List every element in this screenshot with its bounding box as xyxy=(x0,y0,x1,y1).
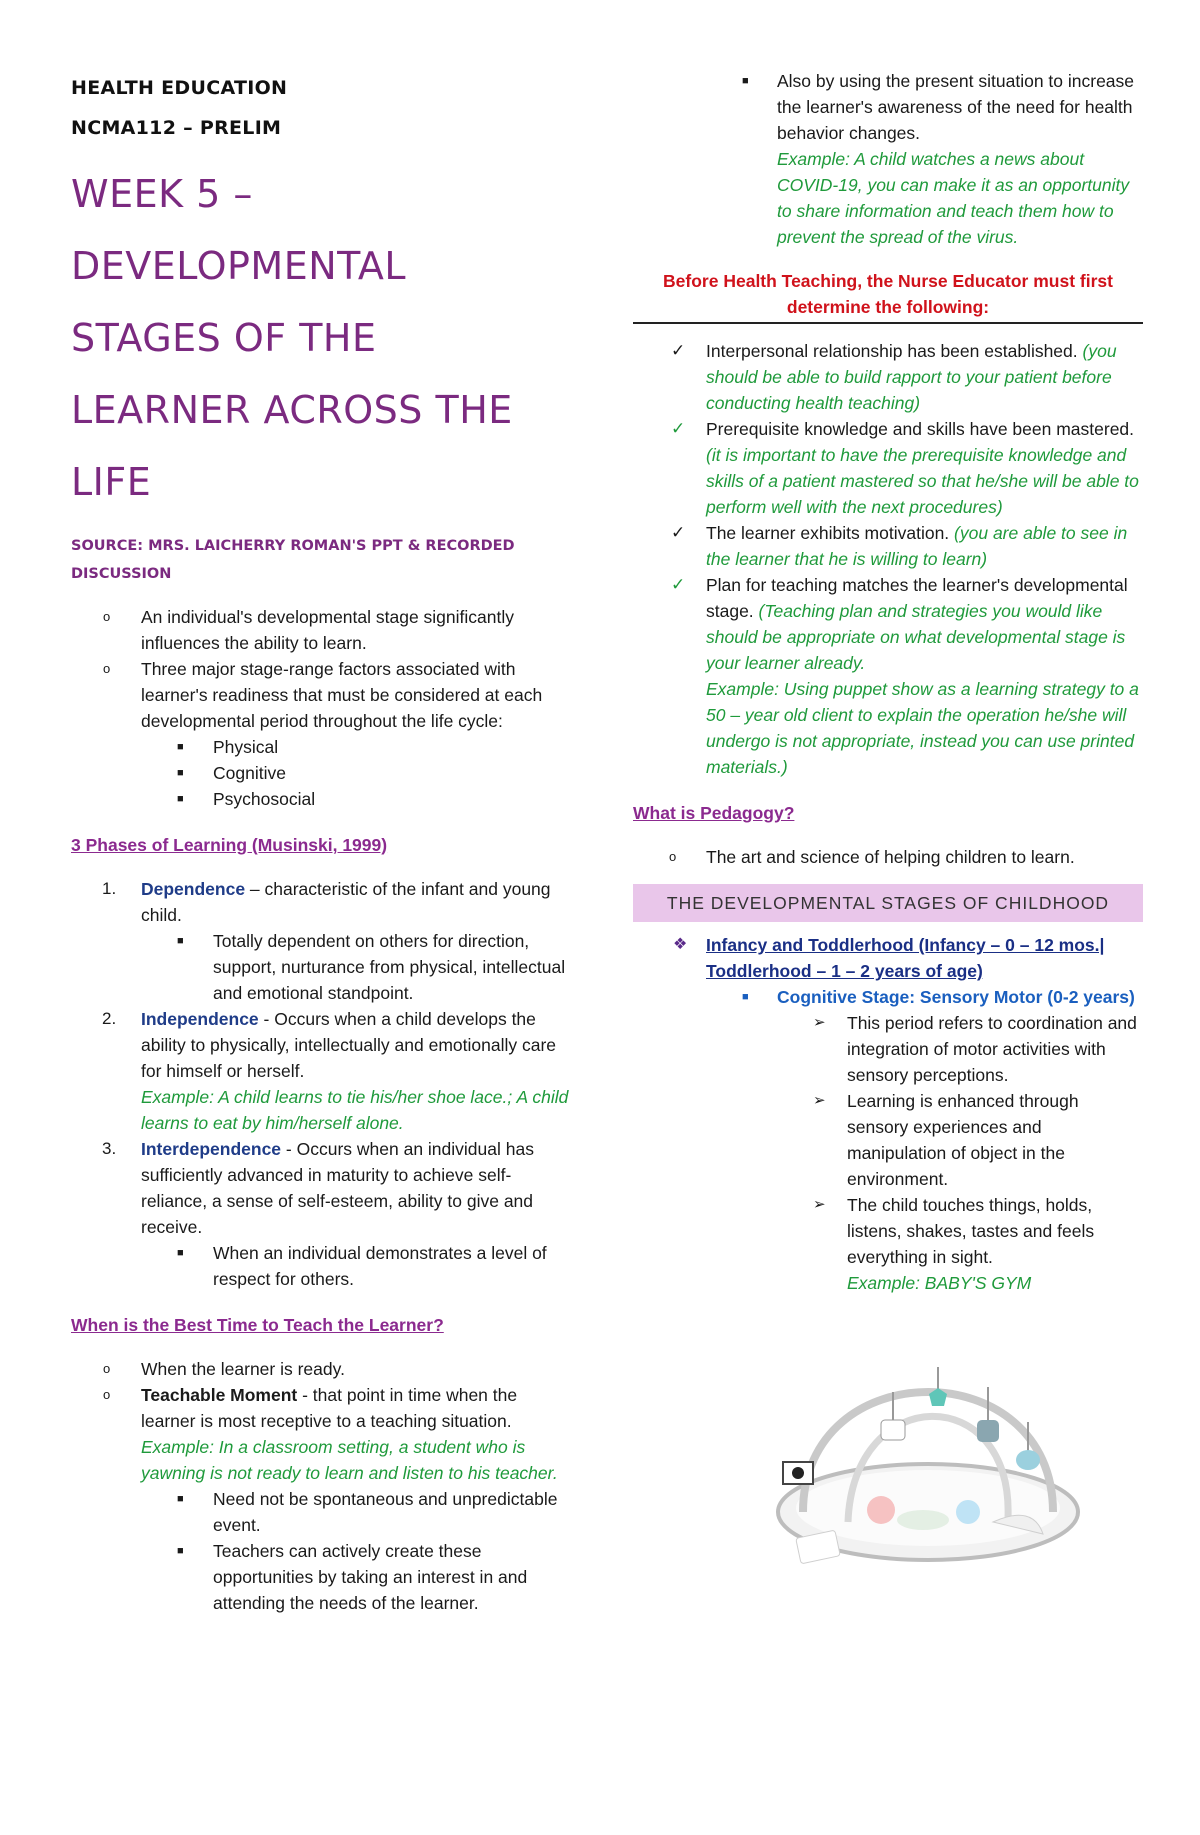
square-bullet-icon: ■ xyxy=(177,793,184,805)
stages-banner: THE DEVELOPMENTAL STAGES OF CHILDHOOD xyxy=(633,884,1143,922)
phase-example: Example: A child learns to tie his/her shoe lace.; A child learns to eat by him/herself alone. xyxy=(141,1087,569,1133)
list-item xyxy=(633,1010,1143,1088)
source-line: DISCUSSION xyxy=(71,566,172,582)
infancy-heading: Infancy and Toddlerhood (Infancy – 0 – 12 mos.| Toddlerhood – 1 – 2 years of age) xyxy=(706,935,1105,981)
before-teaching-heading xyxy=(633,268,1143,324)
phase-text: - Occurs when an individual has sufficiently advanced in maturity to achieve self-reliance, a sense of self-esteem, ability to give and receive. xyxy=(141,1139,534,1237)
phase-term: Interdependence xyxy=(141,1139,282,1159)
title-line: WEEK 5 – xyxy=(71,172,253,216)
phase-term: Independence xyxy=(141,1009,259,1029)
best-time-heading: When is the Best Time to Teach the Learner? xyxy=(71,1315,444,1335)
diamond-bullet-icon: ❖ xyxy=(673,936,688,953)
square-bullet-icon: ■ xyxy=(742,991,749,1003)
arrow-bullet-icon: ➢ xyxy=(813,1014,826,1031)
list-item xyxy=(633,932,1143,984)
before-note: (it is important to have the prerequisite knowledge and skills of a patient mastered so that he/she will be able to perform well with the next procedures) xyxy=(706,445,1139,517)
list-item xyxy=(71,928,571,1006)
baby-gym-illustration xyxy=(763,1312,1093,1572)
header-line-2: NCMA112 – PRELIM xyxy=(71,117,282,139)
list-item xyxy=(633,572,1143,780)
pedagogy-text: The art and science of helping children to learn. xyxy=(706,847,1075,867)
before-note: (you should be able to build rapport to your patient before conducting health teaching) xyxy=(706,341,1117,413)
list-item xyxy=(71,760,571,786)
factor-text: Cognitive xyxy=(213,763,286,783)
factor-text: Psychosocial xyxy=(213,789,316,809)
list-number: 3. xyxy=(102,1139,117,1158)
square-bullet-icon: ■ xyxy=(177,741,184,753)
square-bullet-icon: ■ xyxy=(177,935,184,947)
list-item xyxy=(633,520,1143,572)
right-column xyxy=(633,68,1143,1572)
phase-text: – characteristic of the infant and young child. xyxy=(141,879,551,925)
square-bullet-icon: ■ xyxy=(177,1247,184,1259)
list-item xyxy=(71,1486,571,1538)
check-icon: ✓ xyxy=(671,419,686,438)
list-number: 2. xyxy=(102,1009,117,1028)
list-item xyxy=(633,1192,1143,1296)
list-item xyxy=(71,1382,571,1486)
list-item xyxy=(71,876,571,928)
cognitive-stage: Cognitive Stage: Sensory Motor (0-2 years) xyxy=(777,987,1135,1007)
best-time-text: When the learner is ready. xyxy=(141,1359,345,1379)
circle-bullet-icon: o xyxy=(103,609,111,624)
intro-text: An individual's developmental stage significantly influences the ability to learn. xyxy=(141,607,515,653)
square-bullet-icon: ■ xyxy=(177,1545,184,1557)
list-item xyxy=(633,338,1143,416)
header-line-1: HEALTH EDUCATION xyxy=(71,77,288,99)
baby-gym-image xyxy=(763,1312,1093,1572)
before-note: (you are able to see in the learner that he is willing to learn) xyxy=(706,523,1128,569)
source-note xyxy=(71,532,571,588)
pedagogy-heading: What is Pedagogy? xyxy=(633,803,795,823)
list-item xyxy=(71,604,571,656)
best-time-cont: Also by using the present situation to increase the learner's awareness of the need for health behavior changes. xyxy=(777,71,1135,143)
circle-bullet-icon: o xyxy=(103,1361,111,1376)
circle-bullet-icon: o xyxy=(103,661,111,676)
title-line: LIFE xyxy=(71,460,152,504)
list-item xyxy=(71,1356,571,1382)
best-time-text: - that point in time when the learner is most receptive to a teaching situation. xyxy=(141,1385,518,1431)
arrow-bullet-icon: ➢ xyxy=(813,1092,826,1109)
list-item xyxy=(71,734,571,760)
before-note: (Teaching plan and strategies you would like should be appropriate on what developmental stage is your learner already. xyxy=(706,601,1126,673)
best-time-sub: Need not be spontaneous and unpredictable event. xyxy=(213,1489,558,1535)
list-item xyxy=(71,656,571,734)
list-item xyxy=(633,844,1143,870)
page-title xyxy=(71,158,571,518)
best-time-list xyxy=(71,1356,571,1616)
before-heading-text: Before Health Teaching, the Nurse Educator must first determine the following: xyxy=(663,271,1113,317)
square-bullet-icon: ■ xyxy=(177,767,184,779)
phase-sub: When an individual demonstrates a level of respect for others. xyxy=(213,1243,547,1289)
before-example: Example: Using puppet show as a learning strategy to a 50 – year old client to explain the operation he/she will undergo is not appropriate, instead you can use printed materials.) xyxy=(706,679,1139,777)
phases-list xyxy=(71,876,571,1292)
phase-sub: Totally dependent on others for direction, support, nurturance from physical, intellectual and emotional standpoint. xyxy=(213,931,566,1003)
check-icon: ✓ xyxy=(671,575,686,594)
before-text: The learner exhibits motivation. xyxy=(706,523,950,543)
check-icon: ✓ xyxy=(671,523,686,542)
course-header xyxy=(71,68,571,148)
intro-list xyxy=(71,604,571,812)
factor-text: Physical xyxy=(213,737,279,757)
circle-bullet-icon: o xyxy=(669,849,677,864)
square-bullet-icon: ■ xyxy=(177,1493,184,1505)
list-item xyxy=(71,1240,571,1292)
list-item xyxy=(71,1538,571,1616)
phase-term: Dependence xyxy=(141,879,246,899)
circle-bullet-icon: o xyxy=(103,1387,111,1402)
list-item xyxy=(633,984,1143,1010)
title-line: LEARNER ACROSS THE xyxy=(71,388,513,432)
check-icon: ✓ xyxy=(671,341,686,360)
stage-point: Learning is enhanced through sensory experiences and manipulation of object in the environment. xyxy=(847,1091,1079,1189)
intro-text: Three major stage-range factors associated with learner's readiness that must be considered at each developmental period throughout the life cycle: xyxy=(141,659,543,731)
phases-heading: 3 Phases of Learning (Musinski, 1999) xyxy=(71,835,388,855)
list-item xyxy=(71,786,571,812)
list-item xyxy=(633,1088,1143,1192)
title-line: STAGES OF THE xyxy=(71,316,377,360)
list-item xyxy=(633,68,1143,250)
list-number: 1. xyxy=(102,879,117,898)
before-text: Plan for teaching matches the learner's developmental stage. xyxy=(706,575,1128,621)
source-line: SOURCE: MRS. LAICHERRY ROMAN'S PPT & RECORDED xyxy=(71,538,515,554)
left-column xyxy=(71,68,571,1616)
stage-point: The child touches things, holds, listens, shakes, tastes and feels everything in sight. xyxy=(847,1195,1095,1267)
best-time-example: Example: In a classroom setting, a student who is yawning is not ready to learn and listen to his teacher. xyxy=(141,1437,558,1483)
stage-point: This period refers to coordination and integration of motor activities with sensory perceptions. xyxy=(847,1013,1137,1085)
phase-text: - Occurs when a child develops the ability to physically, intellectually and emotionally care for himself or herself. xyxy=(141,1009,557,1081)
before-text: Prerequisite knowledge and skills have been mastered. xyxy=(706,419,1135,439)
teachable-moment-term: Teachable Moment xyxy=(141,1385,298,1405)
before-text: Interpersonal relationship has been established. xyxy=(706,341,1078,361)
stage-example: Example: BABY'S GYM xyxy=(847,1273,1032,1293)
arrow-bullet-icon: ➢ xyxy=(813,1196,826,1213)
list-item xyxy=(633,416,1143,520)
best-time-sub: Teachers can actively create these opportunities by taking an interest in and attending the needs of the learner. xyxy=(213,1541,528,1613)
square-bullet-icon: ■ xyxy=(742,75,749,87)
best-time-cont-example: Example: A child watches a news about COVID-19, you can make it as an opportunity to share information and teach them how to prevent the spread of the virus. xyxy=(777,149,1130,247)
list-item xyxy=(71,1136,571,1240)
list-item xyxy=(71,1006,571,1136)
title-line: DEVELOPMENTAL xyxy=(71,244,407,288)
before-list xyxy=(633,338,1143,780)
